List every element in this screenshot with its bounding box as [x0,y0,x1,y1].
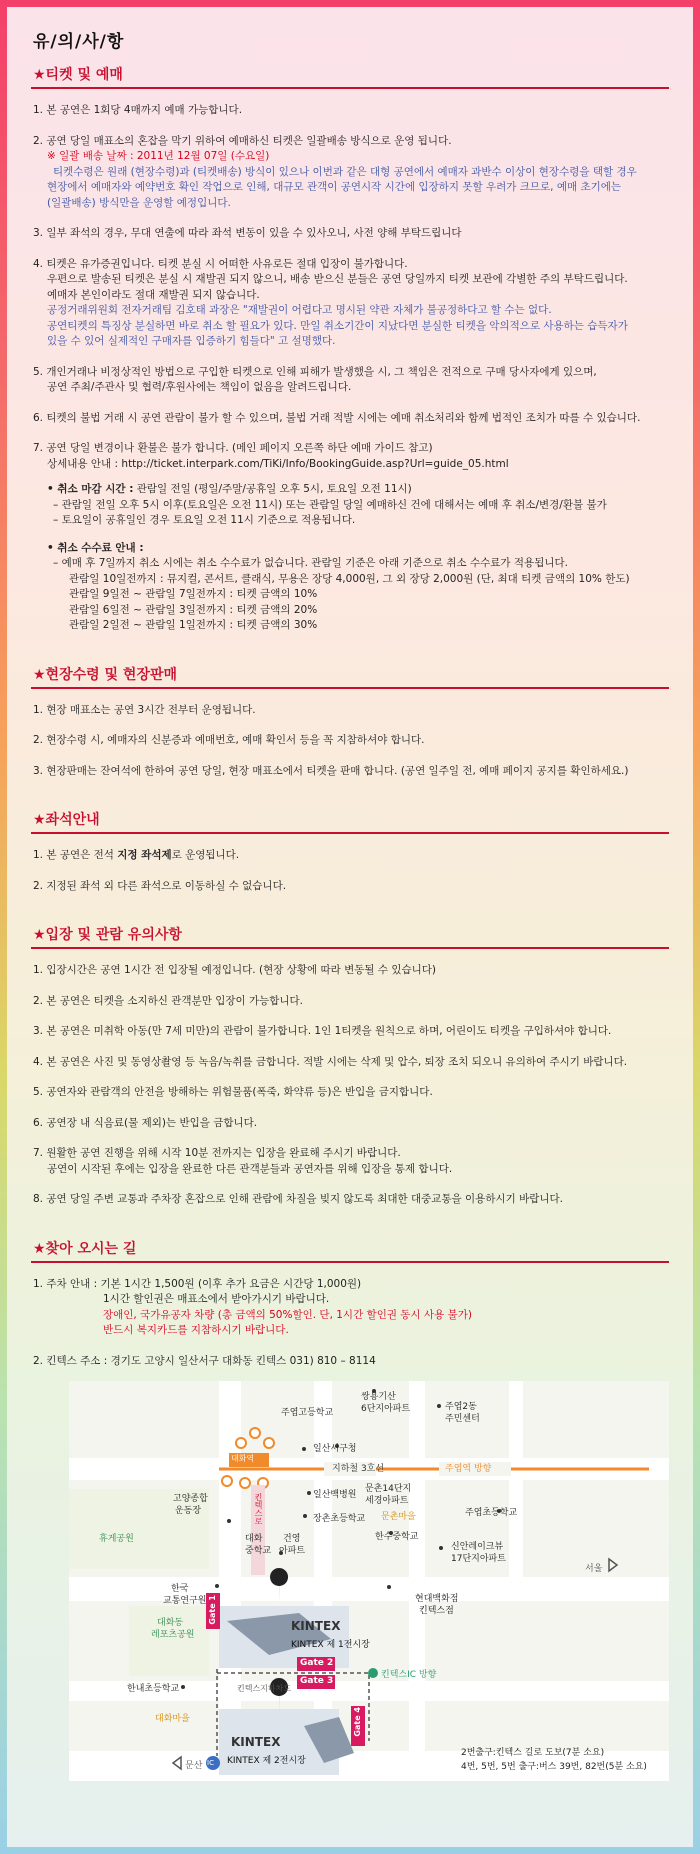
seat-section [31,809,669,894]
ssangyong-2-label: 6단지아파트 [361,1404,411,1414]
goyang-stadium-2-label: 운동장 [175,1506,202,1516]
ticket-item-7-line: 7. 공연 당일 변경이나 환불은 불가 합니다. (메인 페이지 오른쪽 하단 예매 가이드 참고) [33,442,433,454]
entry-section [31,924,669,1208]
ticket-item-4-line: 4. 티켓은 유가증권입니다. 티켓 분실 시 어떠한 사유로든 절대 입장이 불가합니다. [33,257,408,270]
page-title: 유/의/사/항 [33,32,125,52]
ticket-item-5 [33,365,669,396]
entry-item-7-line: 공연이 시작된 후에는 입장을 완료한 다른 관객분들과 공연자를 위해 입장을 통제 합니다. [47,1162,453,1175]
geonyoung-2-label: 아파트 [279,1546,306,1556]
daehwa-station-label: 대화역 [231,1454,255,1463]
exit-2-note: 2번출구:킨텍스 길로 도보(7분 소요) [461,1748,605,1758]
munchon-village-label: 문촌마을 [381,1512,416,1522]
ssangyong-label: 쌍용기산 [361,1392,396,1402]
kintex-ro-label: 킨텍스로 [254,1493,263,1525]
parking-info-line: 1. 주차 안내 : 기본 1시간 1,500원 (이후 추가 요금은 시간당 1,000원) [33,1277,362,1290]
kintex-2-label: KINTEX 제 2전시장 [227,1756,306,1766]
ticket-item-4-line: 우편으로 발송된 티켓은 분실 시 재발권 되지 않으니, 배송 받으신 분들은 공연 당일까지 티켓 보관에 각별한 주의 부탁드립니다. [47,273,628,285]
onsite-section-title: ★현장수령 및 현장판매 [31,664,669,689]
ticket-item-4-quote: 공연티켓의 특징상 분실하면 바로 취소 할 필요가 있다. 만일 취소기간이 지났다면 분실한 티켓을 악의적으로 사용하는 습득자가 [47,319,628,332]
ticket-item-3 [33,226,669,242]
cancel-fee-label: • 취소 수수료 안내 : [47,541,144,554]
seat-item-2-text: 2. 지정된 좌석 외 다른 좌석으로 이동하실 수 없습니다. [33,879,287,892]
handae-school-label: 한내초등학교 [127,1684,180,1694]
seoul-label: 서울 [585,1564,603,1574]
entry-item-1 [33,963,669,979]
jangchon-school-label: 장촌초등학교 [313,1514,366,1524]
daehwa-village-label: 대화마을 [155,1714,190,1724]
ticket-item-6 [33,411,669,427]
kintex-address-text: 2. 킨텍스 주소 : 경기도 고양시 일산서구 대화동 킨텍스 031) 810 – 8114 [33,1354,376,1367]
entry-item-4 [33,1055,669,1071]
ticket-item-3-text: 3. 일부 좌석의 경우, 무대 연출에 따라 좌석 변동이 있을 수 있사오니, 사전 양해 부탁드립니다 [33,227,462,239]
ticket-item-6-text: 6. 티켓의 불법 거래 시 공연 관람이 불가 할 수 있으며, 불법 거래 적발 시에는 예매 취소처리와 함께 법적인 조치가 따를 수 있습니다. [33,411,641,424]
underpass-label: 킨텍스지하차도 [237,1684,292,1693]
gate-4-label: Gate 4 [353,1707,362,1737]
ticket-item-1-text: 1. 본 공연은 1회당 4매까지 예매 가능합니다. [33,104,243,116]
exit-4-note: 4번, 5번, 5번 출구:버스 39번, 82번(5분 소요) [461,1762,647,1772]
entry-item-3 [33,1024,669,1040]
entry-section-title: ★입장 및 관람 유의사항 [31,924,669,949]
cancel-fee-line: – 예매 후 7일까지 취소 시에는 취소 수수료가 없습니다. 관람일 기준은 아래 기준으로 취소 수수료가 적용됩니다. [53,557,568,569]
ticket-item-2-line: 2. 공연 당일 매표소의 혼잡을 막기 위하여 예매하신 티켓은 일괄배송 방식으로 운영 됩니다. [33,134,452,147]
ilsan-gu-label: 일산서구청 [313,1444,357,1454]
notice-paper [7,7,693,1847]
parking-discount-note: 반드시 복지카드를 지참하시기 바랍니다. [103,1324,289,1336]
kintex-1-label: KINTEX 제 1전시장 [291,1640,370,1650]
daehwa-mid-label: 대화 [245,1534,263,1544]
munsan-label: 문산 [185,1761,203,1771]
traffic-institute-label: 한국 [171,1584,189,1594]
directions-section [31,1238,669,1782]
seat-item-2 [33,879,669,895]
ic-direction-icon [368,1668,378,1678]
ticket-item-4 [33,257,669,350]
cancel-fee-line: 관람일 6일전 ~ 관람일 3일전까지 : 티켓 금액의 20% [69,603,318,616]
traffic-institute-2-label: 교통연구원 [163,1596,207,1606]
parking-info-line: 1시간 할인권은 매표소에서 받아가시기 바랍니다. [103,1293,330,1305]
daehwa-mid-2-label: 중학교 [245,1546,272,1556]
entry-item-2 [33,994,669,1010]
seat-item-1-pre: 1. 본 공연은 전석 [33,849,118,861]
sinan-2-label: 17단지아파트 [451,1554,506,1564]
goyang-stadium-label: 고양종합 [173,1494,208,1504]
gate-3-label: Gate 3 [300,1676,334,1686]
geonyoung-label: 건영 [283,1534,301,1544]
kintex-2-logo: KINTEX [231,1735,281,1749]
hyundai-2-label: 킨텍스점 [419,1606,454,1616]
onsite-item-2 [33,733,669,749]
cancel-fee-line: 관람일 10일전까지 : 뮤지컬, 콘서트, 클래식, 무용은 장당 4,000원, 그 외 장당 2,000원 (단, 최대 티켓 금액의 10% 한도) [69,572,630,585]
kintex-1-logo: KINTEX [291,1619,341,1633]
ticket-item-2 [33,134,669,212]
jueop-high-label: 주엽고등학교 [281,1408,334,1418]
seat-item-1-post: 로 운영됩니다. [171,849,240,861]
seat-section-title: ★좌석안내 [31,809,669,834]
parking-discount-note: 장애인, 국가유공자 차량 (총 금액의 50%할인. 단, 1시간 할인권 동시 사용 불가) [103,1308,472,1321]
munchon14-label: 문촌14단지 [365,1484,412,1494]
ticket-item-4-line: 예매자 본인이라도 절대 재발권 되지 않습니다. [47,288,260,301]
cancel-fee-line: 관람일 9일전 ~ 관람일 7일전까지 : 티켓 금액의 10% [69,588,318,600]
jueop2-label: 주엽2동 [445,1402,477,1412]
cancel-deadline-line: – 관람일 전일 오후 5시 이후(토요일은 오전 11시) 또는 관람일 당일 예매하신 건에 대해서는 예매 후 취소/변경/환불 불가 [53,498,607,511]
seat-item-1 [33,848,669,864]
directions-section-title: ★찾아 오시는 길 [31,1238,669,1263]
ic-label: IC [207,1759,214,1767]
entry-item-4-text: 4. 본 공연은 사진 및 동영상촬영 등 녹음/녹취를 금합니다. 적발 시에는 삭제 및 압수, 퇴장 조치 되오니 유의하여 주시기 바랍니다. [33,1055,628,1068]
cancel-deadline-text: 관람일 전일 (평일/주말/공휴일 오후 5시, 토요일 오전 11시) [133,483,412,495]
cancel-deadline [33,482,669,529]
ticket-item-2-blue-line: 현장에서 예매자와 예약번호 확인 작업으로 인해, 대규모 관객이 공연시작 시간에 입장하지 못할 우려가 크므로, 예매 초기에는 [47,181,622,193]
parking-info [33,1277,669,1339]
leports-park-label: 대화동 [157,1618,184,1628]
entry-item-5 [33,1085,669,1101]
ticket-item-4-quote: 있을 수 있어 실제적인 구매자를 입증하기 힘들다" 고 설명했다. [47,335,336,347]
location-map[interactable] [69,1381,669,1781]
cancel-deadline-line: – 토요일이 공휴일인 경우 토요일 오전 11시 기준으로 적용됩니다. [53,514,356,526]
ticket-item-4-quote: 공정거래위원회 전자거래팀 김호태 과장은 "재발권이 어렵다고 명시된 약관 자체가 불공정하다고 할 수는 없다. [47,304,552,316]
ticket-item-2-blue-line: (일괄배송) 방식만을 운영할 예정입니다. [47,196,231,209]
hyujae-park-label: 휴게공원 [99,1534,134,1544]
hyundai-label: 현대백화점 [415,1594,459,1604]
ticket-section [31,64,669,634]
onsite-item-3-text: 3. 현장판매는 잔여석에 한하여 공연 당일, 현장 매표소에서 티켓을 판매 합니다. (공연 일주일 전, 예매 페이지 공지를 확인하세요.) [33,764,629,777]
entry-item-6-text: 6. 공연장 내 식음료(물 제외)는 반입을 금합니다. [33,1116,258,1129]
ticket-item-7 [33,441,669,472]
hansu-school-label: 한수중학교 [375,1532,419,1542]
entry-item-8-text: 8. 공연 당일 주변 교통과 주차장 혼잡으로 인해 관람에 차질을 빚지 않도록 최대한 대중교통을 이용하시기 바랍니다. [33,1193,563,1205]
kintex-ic-label: 킨텍스IC 방향 [381,1670,437,1680]
entry-item-2-text: 2. 본 공연은 티켓을 소지하신 관객분만 입장이 가능합니다. [33,994,304,1007]
ilsan-hospital-label: 일산백병원 [313,1490,357,1500]
ticket-item-5-line: 공연 주최/주관사 및 협력/후원사에는 책임이 없음을 알려드립니다. [47,381,352,393]
entry-item-6 [33,1116,669,1132]
entry-item-7-line: 7. 원활한 공연 진행을 위해 시작 10분 전까지는 입장을 완료해 주시기 바랍니다. [33,1147,401,1159]
booking-guide-link[interactable]: 상세내용 안내 : http://ticket.interpark.com/TiKi/Info/BookingGuide.asp?Url=guide_05.html [47,457,509,470]
ticket-item-2-blue-line: 티켓수령은 원래 (현장수령)과 (티켓배송) 방식이 있으나 이번과 같은 대형 공연에서 예매자 과반수 이상이 현장수령을 택할 경우 [53,165,637,178]
ticket-item-5-line: 5. 개인거래나 비정상적인 방법으로 구입한 티켓으로 인해 피해가 발생했을 시, 그 책임은 전적으로 구매 당사자에게 있으며, [33,365,597,378]
jueop2b-label: 주민센터 [445,1414,480,1424]
ticket-section-title: ★티켓 및 예매 [31,64,669,89]
munchon14b-label: 세경아파트 [365,1496,409,1506]
onsite-item-3 [33,764,669,780]
delivery-date-note: ※ 일괄 배송 날짜 : 2011년 12월 07일 (수요일) [47,150,270,162]
onsite-section [31,664,669,780]
onsite-item-2-text: 2. 현장수령 시, 예매자의 신분증과 예매번호, 예매 확인서 등을 꼭 지참하셔야 합니다. [33,734,425,746]
seat-item-1-bold: 지정 좌석제 [117,849,172,861]
cancel-fee-line: 관람일 2일전 ~ 관람일 1일전까지 : 티켓 금액의 30% [69,619,318,631]
entry-item-1-text: 1. 입장시간은 공연 1시간 전 입장될 예정입니다. (현장 상황에 따라 변동될 수 있습니다) [33,964,436,976]
entry-item-3-text: 3. 본 공연은 미취학 아동(만 7세 미만)의 관람이 불가합니다. 1인 1티켓을 원칙으로 하며, 어린이도 티켓을 구입하셔야 합니다. [33,1025,612,1037]
cancel-fee [33,541,669,634]
sinan-label: 신안레이크뷰 [451,1542,504,1552]
ticket-item-1 [33,103,669,119]
onsite-item-1-text: 1. 현장 매표소는 공연 3시간 전부터 운영됩니다. [33,703,256,716]
entry-item-8 [33,1192,669,1208]
kintex-address [33,1354,669,1370]
onsite-item-1 [33,703,669,719]
entry-item-5-text: 5. 공연자와 관람객의 안전을 방해하는 위험물품(폭죽, 화약류 등)은 반입을 금지합니다. [33,1086,433,1098]
cancel-deadline-label: • 취소 마감 시간 : [47,483,134,495]
entry-item-7 [33,1146,669,1177]
jueop-elem-label: 주엽초등학교 [465,1508,518,1518]
subway-line-label: 지하철 3호선 [332,1464,385,1474]
gate-1-label: Gate 1 [208,1595,217,1625]
leports-park-2-label: 레포츠공원 [151,1630,195,1640]
gate-2-label: Gate 2 [300,1658,334,1668]
jueop-direction-label: 주엽역 방향 [445,1464,492,1474]
